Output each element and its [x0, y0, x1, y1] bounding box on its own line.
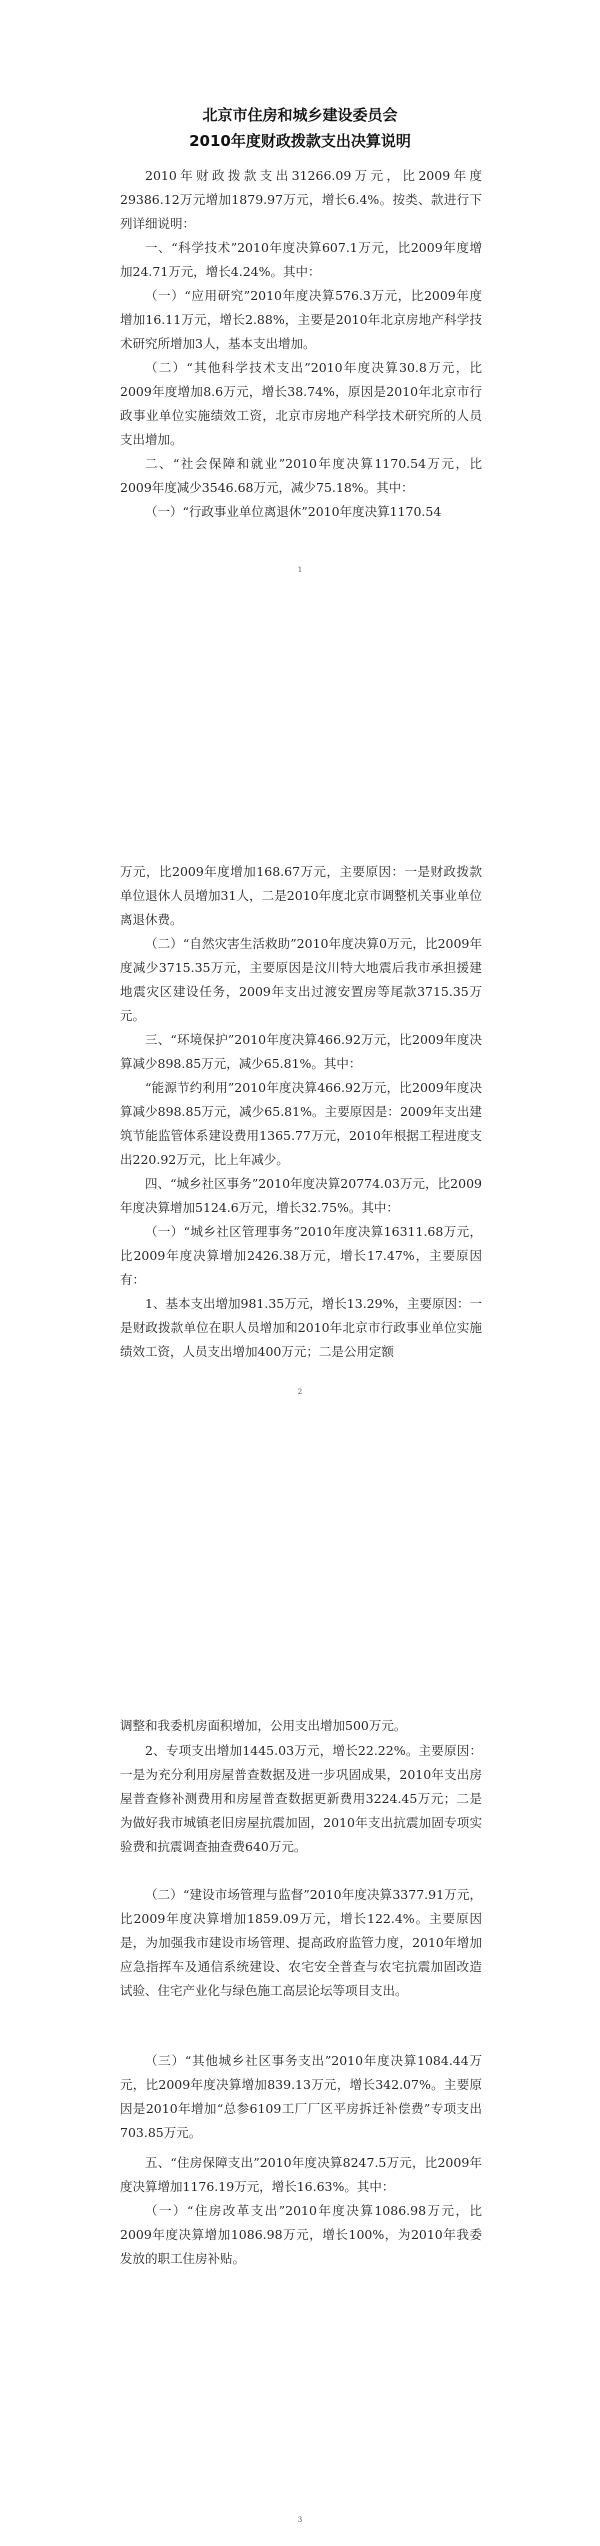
- title-line-2: 2010年度财政拨款支出决算说明: [189, 132, 411, 150]
- page-number: 3: [297, 2516, 303, 2524]
- paragraph: 三、“环境保护”2010年度决算466.92万元，比2009年度决算减少898.85万元，减少65.81%。其中：: [120, 1032, 482, 1071]
- paragraph: 1、基本支出增加981.35万元，增长13.29%，主要原因：一是财政拨款单位在职人员增加和2010年北京市行政事业单位实施绩效工资，人员支出增加400万元；二是公用定额: [120, 1296, 482, 1359]
- paragraph: 万元，比2009年度增加168.67万元，主要原因：一是财政拨款单位退休人员增加31人，二是2010年度北京市调整机关事业单位离退休费。: [120, 864, 482, 927]
- paragraph: （二）“其他科学技术支出”2010年度决算30.8万元，比2009年度增加8.6万元，增长38.74%，原因是2010年北京市行政事业单位实施绩效工资，北京市房地产科学技术研究所的人员支出增加。: [120, 360, 482, 447]
- title-line-1: 北京市住房和城乡建设委员会: [202, 106, 398, 124]
- paragraph: 一、“科学技术”2010年度决算607.1万元，比2009年度增加24.71万元，增长4.24%。其中：: [120, 240, 482, 279]
- paragraph: （二）“自然灾害生活救助”2010年度决算0万元，比2009年度减少3715.35万元，主要原因是汶川特大地震后我市承担援建地震灾区建设任务，2009年支出过渡安置房等尾款3715.35万元。: [120, 936, 482, 1023]
- page-number: 2: [297, 1388, 303, 1396]
- paragraph: （一）“行政事业单位离退休”2010年度决算1170.54: [145, 504, 442, 519]
- paragraph: （一）“应用研究”2010年度决算576.3万元，比2009年度增加16.11万元，增长2.88%，主要是2010年北京房地产科学技术研究所增加3人，基本支出增加。: [120, 288, 482, 351]
- paragraph: 四、“城乡社区事务”2010年度决算20774.03万元，比2009年度决算增加5124.6万元，增长32.75%。其中：: [120, 1176, 482, 1215]
- paragraph: 二、“社会保障和就业”2010年度决算1170.54万元，比2009年度减少3546.68万元，减少75.18%。其中：: [120, 456, 482, 495]
- paragraph: （三）“其他城乡社区事务支出”2010年度决算1084.44万元，比2009年度决算增加839.13万元，增长342.07%。主要原因是2010年增加“总参6109工厂厂区平房拆迁补偿费”专项支出703.85万元。: [120, 2053, 482, 2140]
- paragraph: （一）“住房改革支出”2010年度决算1086.98万元，比2009年度决算增加1086.98万元，增长100%，为2010年我委发放的职工住房补贴。: [120, 2203, 482, 2266]
- paragraph: “能源节约利用”2010年度决算466.92万元，比2009年度决算减少898.85万元，减少65.81%。主要原因是：2009年支出建筑节能监管体系建设费用1365.77万元，2010年根据工程进度支出220.92万元，比上年减少。: [120, 1080, 482, 1167]
- paragraph: （一）“城乡社区管理事务”2010年度决算16311.68万元，比2009年度决算增加2426.38万元，增长17.47%，主要原因有：: [120, 1224, 482, 1287]
- paragraph: 2、专项支出增加1445.03万元，增长22.22%。主要原因：一是为充分利用房屋普查数据及进一步巩固成果，2010年支出房屋普查修补测费用和房屋普查数据更新费用3224.45万元；二是为做好我市城镇老旧房屋抗震加固，2010年支出抗震加固专项实验费和抗震调查抽查费640万元。: [120, 1743, 482, 1854]
- page-number: 1: [297, 566, 303, 574]
- paragraph: 2010年财政拨款支出31266.09万元，比2009年度29386.12万元增加1879.97万元，增长6.4%。按类、款进行下列详细说明：: [120, 168, 482, 231]
- paragraph: （二）“建设市场管理与监督”2010年度决算3377.91万元，比2009年度决算增加1859.09万元，增长122.4%。主要原因是，为加强我市建设市场管理、提高政府监管力度，2010年增加应急指挥车及通信系统建设、农宅安全普查与农宅抗震加固改造试验、住宅产业化与绿色施工高层论坛等项目支出。: [120, 1887, 482, 1998]
- paragraph: 五、“住房保障支出”2010年度决算8247.5万元，比2009年度决算增加1176.19万元，增长16.63%。其中：: [120, 2155, 482, 2194]
- paragraph: 调整和我委机房面积增加，公用支出增加500万元。: [120, 1718, 407, 1733]
